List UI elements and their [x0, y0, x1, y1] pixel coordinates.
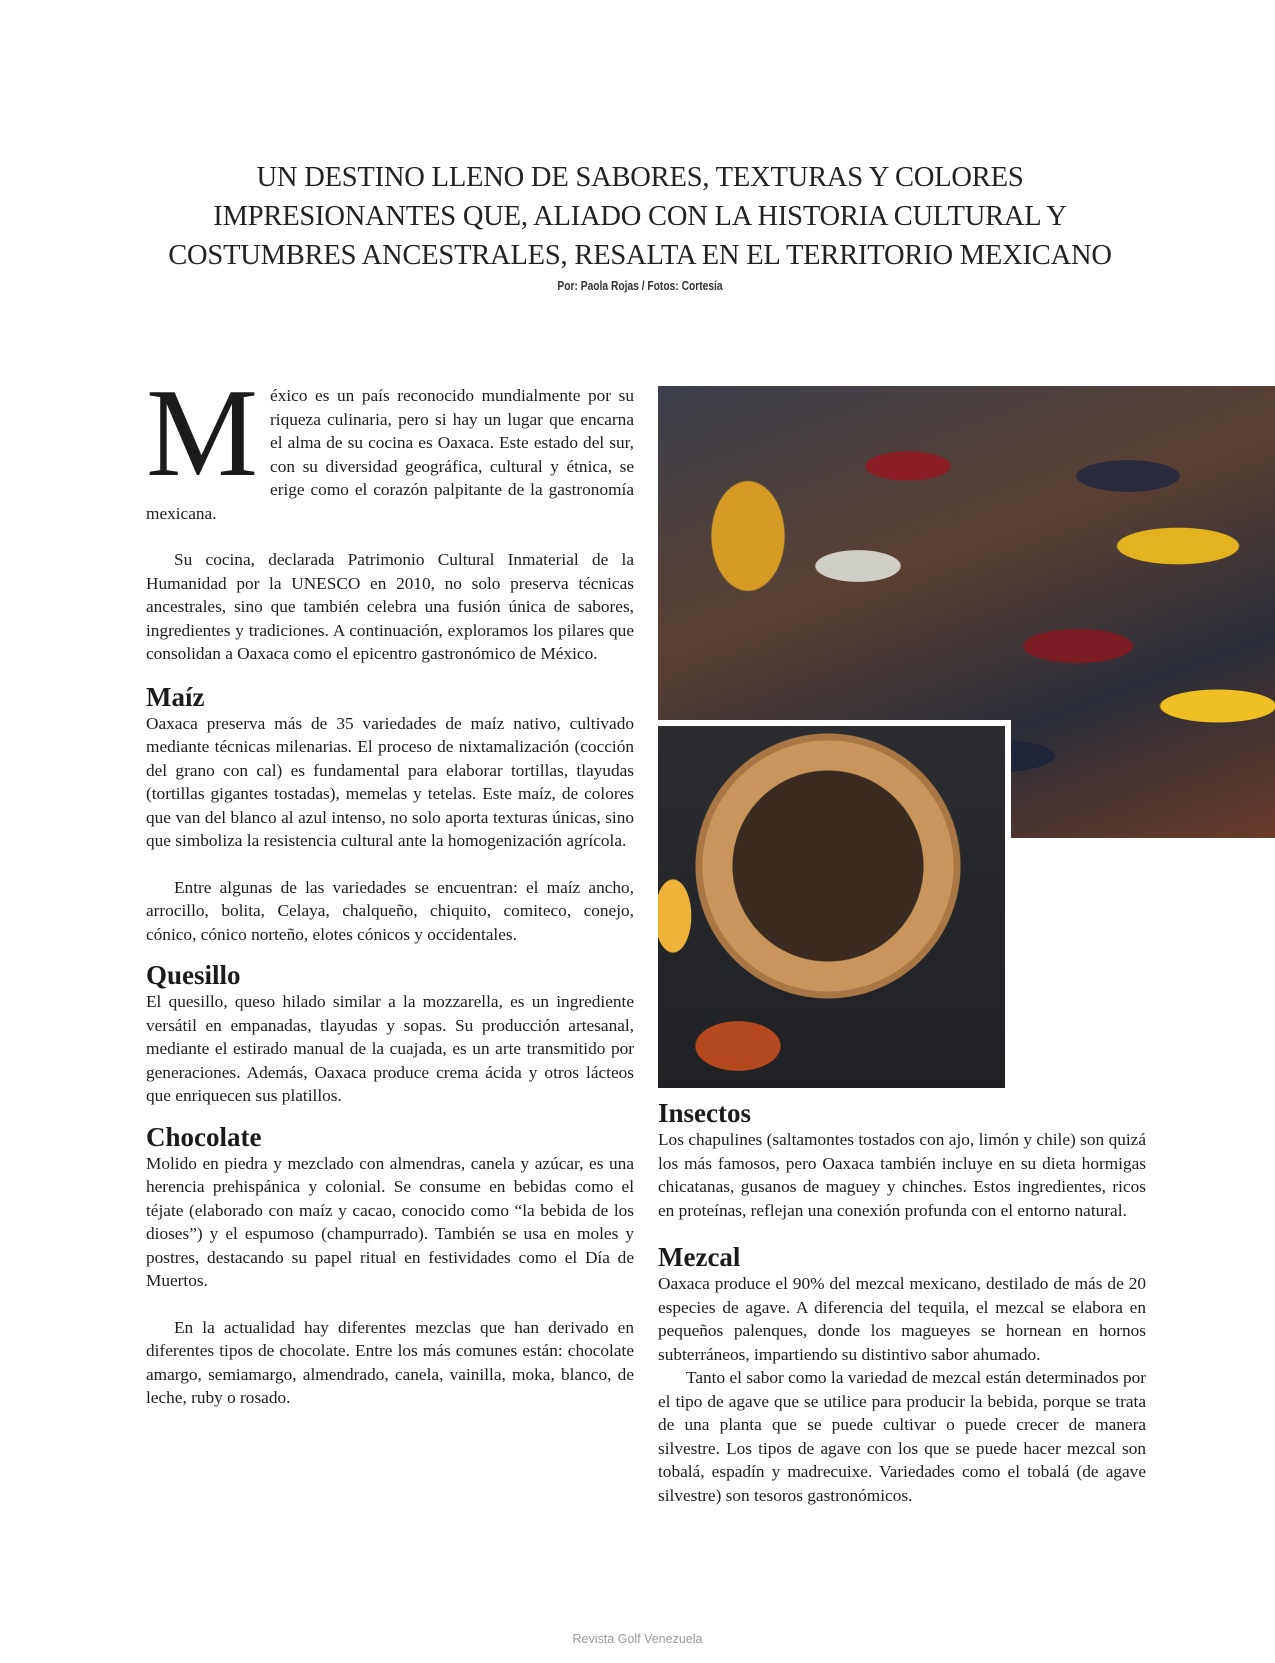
headline-line-3: COSTUMBRES ANCESTRALES, RESALTA EN EL TERRITORIO MEXICANO: [168, 240, 1112, 271]
page-footer: Revista Golf Venezuela: [572, 1632, 703, 1646]
intro-text-1: éxico es un país reconocido mundialmente por su riqueza culinaria, pero si hay un lugar que encarna el alma de su cocina es Oaxaca. Este estado del sur, con su diversidad geográfica, cultural y étnica, se erige como el corazón palpitante de la gastronomía mexicana.: [146, 386, 634, 523]
intro-paragraph-1: [146, 364, 634, 525]
headline-line-2: IMPRESIONANTES QUE, ALIADO CON LA HISTORIA CULTURAL Y: [213, 201, 1067, 232]
article-headline: [120, 158, 1160, 275]
chocolate-paragraph-1: Molido en piedra y mezclado con almendras, canela y azúcar, es una herencia prehispánica y colonial. Se consume en bebidas como el téjate (elaborado con maíz y cacao, conocido como “la bebida de los dioses”) y el espumoso (champurrado). También se usa en moles y postres, destacando su papel ritual en festividades como el Día de Muertos.: [146, 1153, 634, 1290]
mezcal-paragraph-1: Oaxaca produce el 90% del mezcal mexicano, destilado de más de 20 especies de agave. A diferencia del tequila, el mezcal se elabora en pequeños palenques, donde los magueyes se hornean en hornos subterráneos, impartiendo su distintivo sabor ahumado.: [658, 1274, 1146, 1364]
headline-line-1: UN DESTINO LLENO DE SABORES, TEXTURAS Y COLORES: [256, 162, 1024, 193]
section-title-quesillo: Quesillo: [146, 960, 241, 990]
chocolate-paragraph-2: En la actualidad hay diferentes mezclas que han derivado en diferentes tipos de chocolate. Entre los más comunes están: chocolate amargo, semiamargo, almendrado, canela, vainilla, moka, blanco, de leche, ruby o rosado.: [146, 1317, 634, 1407]
drop-cap: M: [146, 364, 259, 503]
intro-paragraph-2: Su cocina, declarada Patrimonio Cultural Inmaterial de la Humanidad por la UNESCO en 2010, no solo preserva técnicas ancestrales, sino que también celebra una fusión única de sabores, ingredientes y tradiciones. A continuación, exploramos los pilares que consolidan a Oaxaca como el epicentro gastronómico de México.: [146, 550, 634, 663]
insectos-paragraph: Los chapulines (saltamontes tostados con ajo, limón y chile) son quizá los más famosos, pero Oaxaca también incluye en su dieta hormigas chicatanas, gusanos de maguey y chinches. Estos ingredientes, ricos en proteínas, reflejan una conexión profunda con el entorno natural.: [658, 1130, 1146, 1220]
section-title-maiz: Maíz: [146, 681, 205, 712]
grasshoppers-bowl-photo: [658, 720, 1011, 1094]
maiz-paragraph-1: Oaxaca preserva más de 35 variedades de maíz nativo, cultivado mediante técnicas milenarias. El proceso de nixtamalización (cocción del grano con cal) es fundamental para elaborar tortillas, tlayudas (tortillas gigantes tostadas), memelas y tetelas. Este maíz, de colores que van del blanco al azul intenso, no solo aporta texturas únicas, sino que simboliza la resistencia cultural ante la homogenización agrícola.: [146, 713, 634, 850]
section-title-chocolate: Chocolate: [146, 1121, 262, 1152]
section-title-mezcal: Mezcal: [658, 1242, 741, 1272]
right-column: [658, 1098, 1146, 1507]
maiz-paragraph-2: Entre algunas de las variedades se encuentran: el maíz ancho, arrocillo, bolita, Celaya, chalqueño, chiquito, comiteco, conejo, cónico, cónico norteño, elotes cónicos y occidentales.: [146, 877, 634, 944]
section-title-insectos: Insectos: [658, 1098, 751, 1128]
mezcal-paragraph-2: Tanto el sabor como la variedad de mezcal están determinados por el tipo de agave que se utilice para producir la bebida, porque se trata de una planta que se puede cultivar o puede crecer de manera silvestre. Los tipos de agave con los que se puede hacer mezcal son tobalá, espadín y madrecuixe. Variedades como el tobalá (de agave silvestre) son tesoros gastronómicos.: [658, 1368, 1146, 1505]
quesillo-paragraph: El quesillo, queso hilado similar a la mozzarella, es un ingrediente versátil en empanadas, tlayudas y sopas. Su producción artesanal, mediante el estirado manual de la cuajada, es un arte transmitido por generaciones. Además, Oaxaca produce crema ácida y otros lácteos que enriquecen sus platillos.: [146, 992, 634, 1105]
author-credit: Por: Paola Rojas / Fotos: Cortesía: [557, 279, 723, 293]
left-column: [146, 364, 634, 1410]
